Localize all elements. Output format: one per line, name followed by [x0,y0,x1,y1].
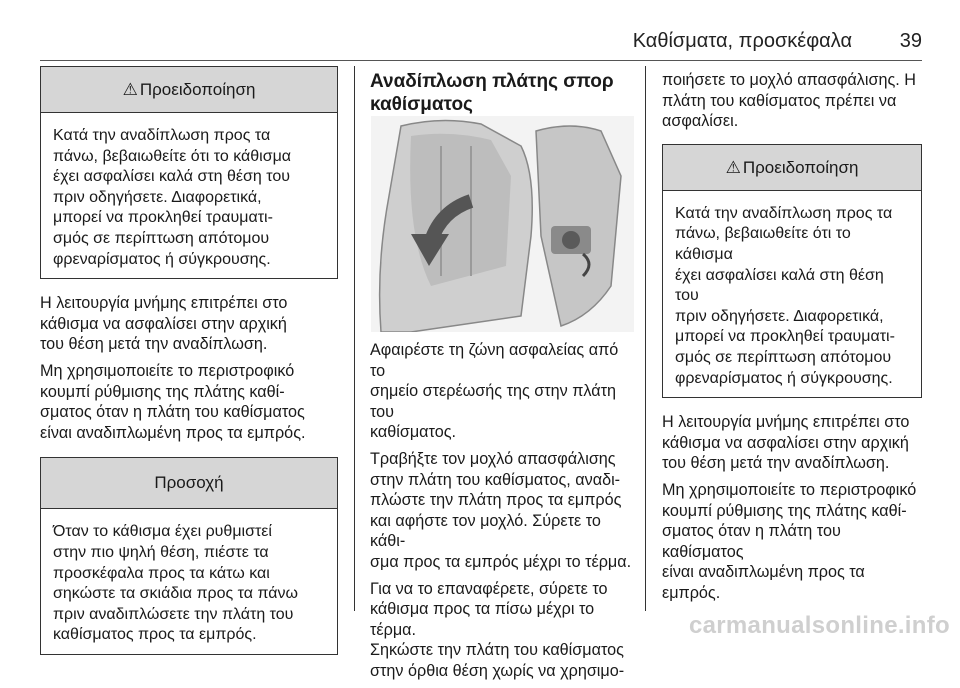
section-heading [370,70,636,116]
text-line: σματος όταν η πλάτη του καθίσματος [40,403,305,422]
watermark: carmanualsonline.info [688,612,950,639]
text-line: ασφαλίσει. [662,112,739,131]
text-line: Μη χρησιμοποιείτε το περιστροφικό [662,480,917,499]
paragraph-memory [662,412,922,474]
text-line: φρεναρίσματος ή σύγκρουσης. [53,250,271,268]
text-line: κουμπί ρύθμισης της πλάτης καθί- [662,501,907,520]
warning-triangle-icon: ⚠ [725,157,741,177]
caution-box-body [41,509,337,654]
paragraph-belt [370,340,636,443]
text-line: κάθισμα προς τα πίσω μέχρι το τέρμα. [370,600,595,639]
text-line: Κατά την αναδίπλωση προς τα [53,127,271,144]
text-line: είναι αναδιπλωμένη προς τα εμπρός. [40,423,306,442]
text-line: Η λειτουργία μνήμης επιτρέπει στο [662,413,910,432]
warning-box-header [663,145,921,191]
text-line: προσκέφαλα προς τα κάτω και [53,564,270,582]
warning-box-body [663,191,921,397]
text-line: καθίσματος προς τα εμπρός. [53,626,257,644]
text-line: Όταν το κάθισμα έχει ρυθμιστεί [53,523,272,541]
text-line: στην πιο ψηλή θέση, πιέστε τα [53,543,269,561]
column-divider [354,66,355,611]
column-3 [662,70,922,609]
text-line: κάθισμα να ασφαλίσει στην αρχική [662,433,909,452]
text-line: είναι αναδιπλωμένη προς τα εμπρός. [662,563,865,602]
warning-title: Προειδοποίηση [742,157,859,177]
text-line: σμός σε περίπτωση απότομου [53,229,270,247]
column-1 [40,66,338,655]
warning-box-header [41,67,337,113]
paragraph-continued [662,70,922,132]
text-line: και αφήστε τον μοχλό. Σύρετε το κάθι- [370,511,601,551]
text-line: σμα προς τα εμπρός μέχρι το τέρμα. [370,552,632,571]
text-line: σηκώστε τα σκιάδια προς τα πάνω [53,585,299,603]
text-line: πριν οδηγήσετε. Διαφορετικά, [53,188,262,206]
text-line: πριν αναδιπλώσετε την πλάτη του [53,605,294,623]
seat-fold-image [371,116,634,332]
text-line: του θέση μετά την αναδίπλωση. [662,454,890,473]
text-line: πλώστε την πλάτη προς τα εμπρός [370,491,622,510]
page-header [40,30,922,61]
paragraph-memory [40,293,338,355]
paragraph-restore [370,579,636,682]
text-line: κουμπί ρύθμισης της πλάτης καθί- [40,382,285,401]
page-number: 39 [899,30,922,52]
text-line: σμός σε περίπτωση απότομου [675,348,892,366]
caution-title: Προσοχή [154,473,224,493]
seat-illustration [371,116,634,332]
text-line: πλάτη του καθίσματος πρέπει να [662,91,897,110]
paragraph-knob [662,480,922,604]
caution-box [40,457,338,655]
text-line: στην όρθια θέση χωρίς να χρησιμο- [370,661,625,680]
heading-line: Αναδίπλωση πλάτης σπορ [370,71,614,92]
caution-box-header [41,458,337,509]
column-2 [370,70,636,116]
text-line: καθίσματος. [370,423,456,442]
text-line: Μη χρησιμοποιείτε το περιστροφικό [40,361,295,380]
text-line: Τραβήξτε τον μοχλό απασφάλισης [370,449,616,468]
heading-line: καθίσματος [370,94,473,115]
text-line: έχει ασφαλίσει καλά στη θέση του [675,266,884,305]
warning-box [662,144,922,398]
paragraph-knob [40,361,338,443]
text-line: σημείο στερέωσής της στην πλάτη του [370,382,617,421]
text-line: Για να το επαναφέρετε, σύρετε το [370,579,608,598]
text-line: Σηκώστε την πλάτη του καθίσματος [370,641,624,660]
warning-triangle-icon: ⚠ [122,80,138,99]
column-divider [645,66,646,611]
text-line: έχει ασφαλίσει καλά στη θέση του [53,168,291,186]
warning-box [40,66,338,279]
warning-box-body [41,113,337,278]
text-line: Κατά την αναδίπλωση προς τα [675,204,893,222]
paragraph-lever [370,449,636,573]
text-line: του θέση μετά την αναδίπλωση. [40,335,268,354]
text-line: σματος όταν η πλάτη του καθίσματος [662,522,841,561]
text-line: κάθισμα να ασφαλίσει στην αρχική [40,314,287,333]
text-line: Η λειτουργία μνήμης επιτρέπει στο [40,294,288,313]
warning-title: Προειδοποίηση [139,80,256,99]
text-line: Αφαιρέστε τη ζώνη ασφαλείας από το [370,341,619,380]
text-line: μπορεί να προκληθεί τραυματι- [53,209,273,227]
text-line: πάνω, βεβαιωθείτε ότι το κάθισμα [53,147,292,165]
text-line: πάνω, βεβαιωθείτε ότι το κάθισμα [675,225,851,263]
text-line: μπορεί να προκληθεί τραυματι- [675,328,895,346]
text-line: στην πλάτη του καθίσματος, αναδι- [370,470,621,489]
text-line: ποιήσετε το μοχλό απασφάλισης. Η [662,71,916,89]
column-2-text [370,340,636,688]
text-line: πριν οδηγήσετε. Διαφορετικά, [675,307,884,325]
text-line: φρεναρίσματος ή σύγκρουσης. [675,369,893,387]
page-title: Καθίσματα, προσκέφαλα [632,30,852,52]
